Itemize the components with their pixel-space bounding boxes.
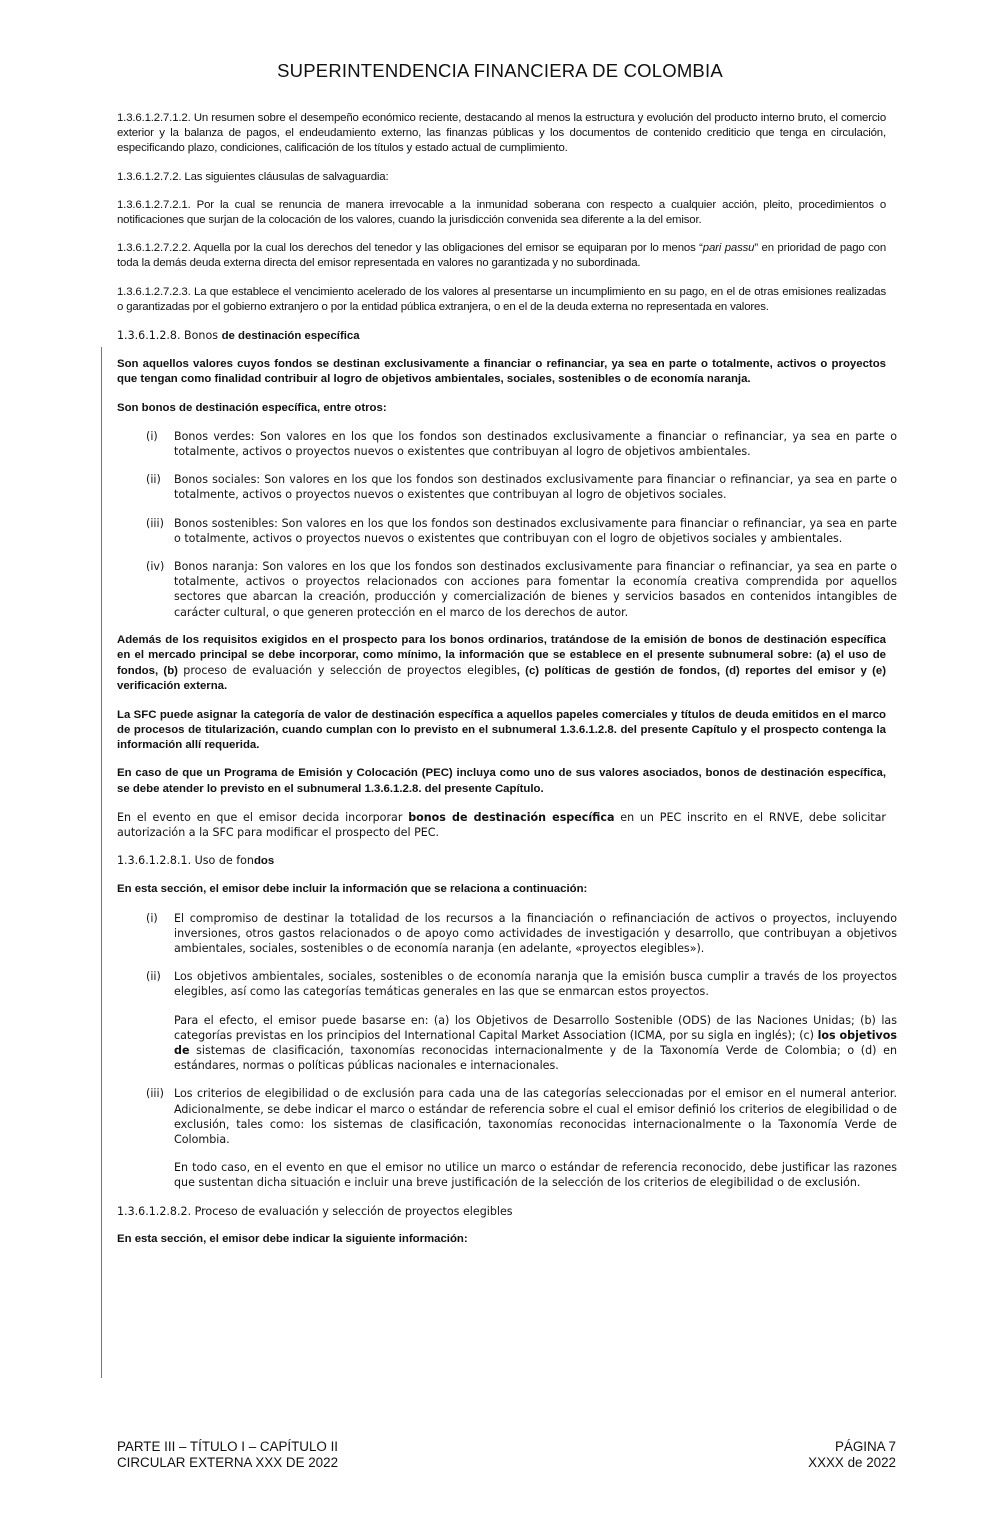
section-number: 1.3.6.1.2.8. Bonos [117, 329, 222, 343]
footer-circular: CIRCULAR EXTERNA XXX DE 2022 [117, 1455, 339, 1470]
text-run: En el evento en que el emisor decida incorporar [117, 810, 409, 824]
list-text: Bonos sociales: Son valores en los que los fondos son destinados exclusivamente para financiar o refinanciar, ya sea en parte o totalmente, activos o proyectos nuevos o existentes que contribuyan al logro de objetivos sociales. [174, 473, 897, 502]
paragraph: En esta sección, el emisor debe incluir la información que se relaciona a continuación: [117, 883, 588, 896]
paragraph: Son bonos de destinación específica, entre otros: [117, 401, 387, 414]
list-item [117, 911, 897, 957]
list-item [117, 969, 897, 1073]
section-number: 1.3.6.1.2.8.1. Uso de fon [117, 854, 254, 868]
text-run: ” en prioridad de pago con toda la demás deuda externa directa del emisor representada en valores no garantizada y no subordinada. [117, 242, 887, 270]
section-heading [117, 328, 886, 344]
paragraph: Son aquellos valores cuyos fondos se destinan exclusivamente a financiar o refinanciar, ya sea en parte o totalmente, activos o proyectos que tengan como finalidad contribuir al logro de objetivos ambientales, sociales, sostenibles o de economía naranja. [117, 358, 886, 386]
list-number: (ii) [146, 970, 161, 984]
paragraph [117, 241, 886, 271]
text-run: Para el efecto, el emisor puede basarse en: (a) los Objetivos de Desarrollo Sostenible (ODS) de las Naciones Unidas; (b) las categorías previstas en los principios del International Capital Market Association (ICMA, por su sigla en inglés); (c) [174, 1013, 897, 1042]
section-title: dos [253, 855, 275, 868]
list-subparagraph [174, 1013, 897, 1074]
list-item [117, 1086, 897, 1190]
list-text: Los criterios de elegibilidad o de exclusión para cada una de las categorías seleccionadas por el emisor en el numeral anterior. Adicionalmente, se debe indicar el marco o estándar de referencia sobre el cual el emisor definió los criterios de elegibilidad o de exclusión, tales como: los sistemas de clasificación, taxonomías reconocidas internacionalmente o la Taxonomía Verde de Colombia. [174, 1087, 897, 1146]
footer-left [117, 1439, 338, 1471]
list-item [117, 516, 897, 546]
text-run: , (c) políticas de gestión de fondos, (d) reportes del emisor y (e) verificación externa. [117, 665, 886, 693]
footer-part-title: PARTE III – TÍTULO I – CAPÍTULO II [117, 1439, 339, 1454]
paragraph: 1.3.6.1.2.7.2.3. La que establece el vencimiento acelerado de los valores al presentarse un incumplimiento en su pago, en el de otras emisiones realizadas o garantizadas por el gobierno extranjero o por la entidad pública extranjera, o en el de la deuda externa no representada en valores. [117, 285, 886, 313]
list-item [117, 472, 897, 502]
list-text: Bonos sostenibles: Son valores en los que los fondos son destinados exclusivamente para financiar o refinanciar, ya sea en parte o totalmente, activos o proyectos nuevos o existentes que contribuyan con el logro de objetivos sociales y ambientales. [174, 516, 897, 545]
text-run: en un PEC inscrito en el RNVE, debe solicitar autorización a la SFC para modificar el prospecto del PEC. [117, 810, 886, 839]
bold-term: bonos de destinación específica [408, 810, 615, 824]
list-number: (iii) [146, 1087, 164, 1101]
section-heading: 1.3.6.1.2.8.2. Proceso de evaluación y selección de proyectos elegibles [117, 1204, 513, 1218]
list-subparagraph: En todo caso, en el evento en que el emisor no utilice un marco o estándar de referencia reconocido, debe justificar las razones que sustentan dicha situación e incluir una breve justificación de la selección de los criterios de elegibilidad o de exclusión. [174, 1161, 897, 1190]
section-heading [117, 853, 886, 869]
list-number: (ii) [146, 473, 161, 487]
italic-term: pari passu [702, 242, 755, 255]
paragraph: En caso de que un Programa de Emisión y Colocación (PEC) incluya como uno de sus valores asociados, bonos de destinación específica, se debe atender lo previsto en el subnumeral 1.3.6.1.2.8. del presente Capítulo. [117, 767, 886, 795]
section-title: de destinación específica [221, 330, 360, 343]
paragraph: 1.3.6.1.2.7.1.2. Un resumen sobre el desempeño económico reciente, destacando al menos la estructura y evolución del producto interno bruto, el comercio exterior y la balanza de pagos, el endeudamiento externo, las finanzas públicas y los documentos de contenido crediticio que tenga en circulación, especificando plazo, condiciones, calificación de los títulos y estado actual de cumplimiento. [117, 112, 886, 155]
paragraph: 1.3.6.1.2.7.2.1. Por la cual se renuncia de manera irrevocable a la inmunidad soberana con respecto a cualquier acción, pleito, procedimientos o notificaciones que surjan de la colocación de los valores, cuando la jurisdicción convenida sea diferente a la del emisor. [117, 198, 886, 227]
paragraph [117, 633, 886, 695]
list-text: El compromiso de destinar la totalidad de los recursos a la financiación o refinanciación de activos o proyectos, incluyendo inversiones, otros gastos relacionados o de apoyo como actividades de investigación y desarrollo, que contribuyan a objetivos ambientales, sociales, sostenibles o de economía naranja (en adelante, «proyectos elegibles»). [174, 911, 897, 955]
text-run: proceso de evaluación y selección de proyectos elegibles [183, 664, 517, 678]
paragraph [117, 810, 886, 840]
text-run: sistemas de clasificación, taxonomías reconocidas internacionalmente y de la Taxonomía Verde de Colombia; o (d) en estándares, normas o políticas públicas nacionales e internacionales. [174, 1043, 897, 1073]
list-item [117, 429, 897, 459]
list-item [117, 559, 897, 620]
revision-bar [101, 347, 102, 1378]
footer-right [808, 1439, 896, 1471]
list-number: (i) [146, 429, 158, 443]
document-body [117, 111, 897, 1260]
text-run: 1.3.6.1.2.7.2.2. Aquella por la cual los derechos del tenedor y las obligaciones del emisor se equiparan por lo menos “ [117, 242, 703, 255]
paragraph: En esta sección, el emisor debe indicar la siguiente información: [117, 1232, 468, 1245]
text-run: Además de los requisitos exigidos en el prospecto para los bonos ordinarios, tratándose de la emisión de bonos de destinación específica en el mercado principal se debe incorporar, como mínimo, la información que se establece en el presente subnumeral sobre: (a) el uso de fondos, (b) [117, 633, 886, 678]
page-header: SUPERINTENDENCIA FINANCIERA DE COLOMBIA [277, 60, 723, 81]
list-number: (i) [146, 911, 158, 925]
paragraph: 1.3.6.1.2.7.2. Las siguientes cláusulas de salvaguardia: [117, 170, 389, 183]
list-content [174, 969, 897, 1073]
paragraph: La SFC puede asignar la categoría de valor de destinación específica a aquellos papeles comerciales y títulos de deuda emitidos en el marco de procesos de titularización, cuando cumplan con lo previsto en el subnumeral 1.3.6.1.2.8. del presente Capítulo y el prospecto contenga la información allí requerida. [117, 708, 886, 752]
list-text: Bonos verdes: Son valores en los que los fondos son destinados exclusivamente a financiar o refinanciar, ya sea en parte o totalmente, activos o proyectos nuevos o existentes que contribuyan al logro de objetivos ambientales. [174, 429, 897, 459]
list-number: (iii) [146, 516, 164, 530]
list-text: Los objetivos ambientales, sociales, sostenibles o de economía naranja que la emisión busca cumplir a través de los proyectos elegibles, así como las categorías temáticas generales en las que se enmarcan estos proyectos. [174, 970, 897, 999]
list-number: (iv) [146, 560, 165, 574]
page-number: PÁGINA 7 [834, 1439, 896, 1454]
footer-date: XXXX de 2022 [808, 1455, 896, 1470]
list-content [174, 1086, 897, 1190]
bold-term: los objetivos de [174, 1028, 897, 1057]
list-text: Bonos naranja: Son valores en los que los fondos son destinados exclusivamente para financiar o refinanciar, ya sea en parte o totalmente, activos o proyectos relacionados con acciones para fomentar la economía creativa comprendida por aquellos sectores que abarcan la creación, producción y comercialización de bienes y servicios basados en contenidos intangibles de carácter cultural, o que generen protección en el marco de los derechos de autor. [174, 560, 897, 619]
